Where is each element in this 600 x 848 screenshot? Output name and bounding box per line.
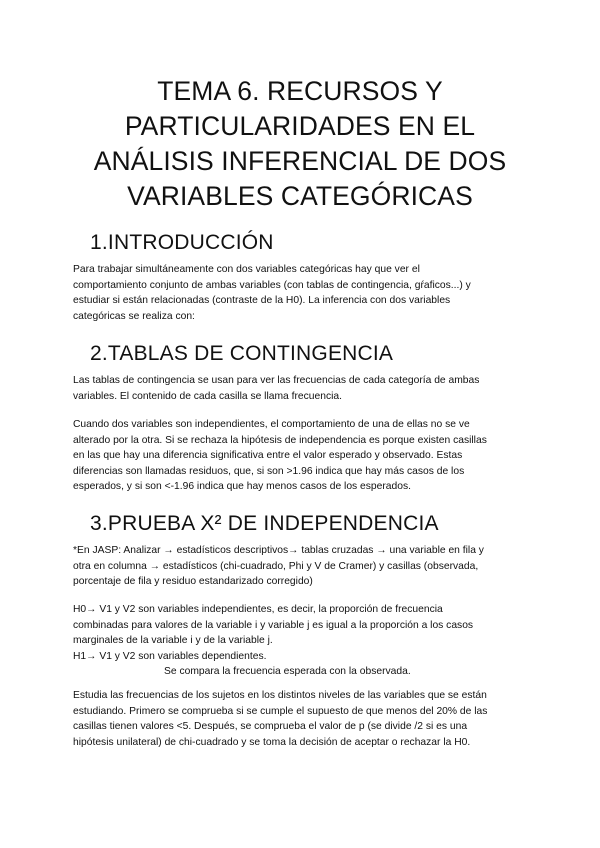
text-line: estudiando. Primero se comprueba si se cumple el supuesto de que menos del 20% de las: [73, 705, 488, 717]
section-heading-tablas: 2.TABLAS DE CONTINGENCIA: [90, 342, 394, 365]
text-line: comportamiento conjunto de ambas variables (con tablas de contingencia, gŕaficos...) y: [73, 279, 471, 291]
text-line: hipótesis unilateral) de chi-cuadrado y se toma la decisión de aceptar o rechazar la H0.: [73, 736, 471, 748]
paragraph-estudio: [73, 688, 543, 750]
text-line: alterado por la otra. Si se rechaza la hipótesis de independencia es porque existen casillas: [73, 434, 487, 446]
text-line: otra en columna → estadísticos (chi-cuadrado, Phi y V de Cramer) y casillas (observada,: [73, 560, 479, 572]
title-line: PARTICULARIDADES EN EL: [124, 111, 476, 141]
section-heading-introduccion: 1.INTRODUCCIÓN: [90, 231, 274, 254]
paragraph-tablas-2: [73, 417, 543, 495]
text-line: casillas tienen valores <5. Después, se comprueba el valor de p (se divide /2 si es una: [73, 721, 468, 732]
text-line: H1→ V1 y V2 son variables dependientes.: [73, 650, 267, 662]
text-line: H0→ V1 y V2 son variables independientes, es decir, la proporción de frecuencia: [73, 604, 443, 615]
text-line: esperados, y si son <-1.96 indica que hay menos casos de los esperados.: [73, 481, 411, 492]
paragraph-introduccion: [73, 262, 543, 324]
text-line: diferencias son llamadas residuos, que, si son >1.96 indica que hay más casos de los: [73, 465, 465, 477]
paragraph-jasp: [73, 543, 543, 590]
text-line: variables. El contenido de cada casilla se llama frecuencia.: [73, 390, 343, 402]
text-line: Para trabajar simultáneamente con dos variables categóricas hay que ver el: [73, 264, 420, 275]
text-line: Las tablas de contingencia se usan para ver las frecuencias de cada categoría de ambas: [73, 375, 480, 386]
title-line: ANÁLISIS INFERENCIAL DE DOS: [93, 146, 507, 176]
text-line-indented: Se compara la frecuencia esperada con la observada.: [164, 666, 411, 677]
paragraph-tablas-1: [73, 373, 543, 404]
title-line: VARIABLES CATEGÓRICAS: [127, 181, 473, 211]
text-line: en las que hay una diferencia significativa entre el valor esperado y observado. Estas: [73, 450, 463, 461]
title-line: TEMA 6. RECURSOS Y: [157, 76, 443, 106]
text-line: porcentaje de fila y residuo estandarizado corregido): [73, 576, 313, 587]
text-line: categóricas se realiza con:: [73, 310, 195, 322]
paragraph-hipotesis: [73, 602, 543, 680]
text-line: Estudia las frecuencias de los sujetos en los distintos niveles de las variables que se están: [73, 690, 487, 701]
text-line: combinadas para valores de la variable i y variable j es igual a la proporción a los casos: [73, 619, 474, 631]
document-title: [40, 74, 560, 214]
text-line: estudiar si están relacionadas (contraste de la H0). La inferencia con dos variables: [73, 295, 451, 306]
section-heading-prueba: 3.PRUEBA X² DE INDEPENDENCIA: [90, 512, 439, 535]
text-line: Cuando dos variables son independientes, el comportamiento de una de ellas no se ve: [73, 419, 470, 430]
text-line: marginales de la variable i y de la variable j.: [73, 635, 273, 646]
text-line: *En JASP: Analizar → estadísticos descriptivos→ tablas cruzadas → una variable en fila y: [73, 545, 484, 556]
